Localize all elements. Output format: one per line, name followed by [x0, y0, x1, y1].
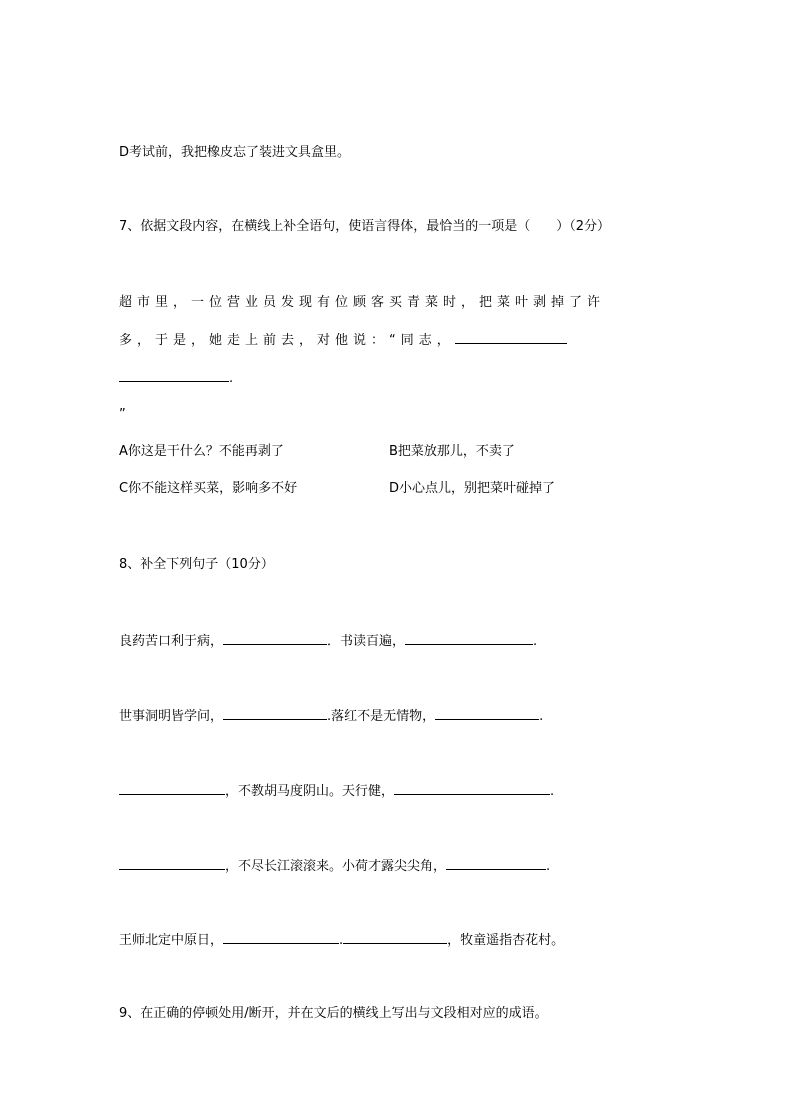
answer-blank[interactable] [223, 931, 339, 944]
question-7-passage-line-1: 超市里，一位营业员发现有位顾客买青菜时，把菜叶剥掉了许 [119, 295, 606, 310]
option-d[interactable]: D小心点儿，别把菜叶碰掉了 [389, 481, 556, 496]
row-2-text-b: .落红不是无情物， [327, 709, 436, 724]
row-3-text-b: . [550, 784, 555, 799]
closing-quote: ” [119, 407, 126, 422]
question-8-row-3 [119, 782, 554, 801]
answer-blank[interactable] [119, 369, 229, 382]
question-9-stem: 9、在正确的停顿处用/断开，并在文后的横线上写出与文段相对应的成语。 [119, 1006, 548, 1021]
answer-blank[interactable] [119, 782, 225, 795]
answer-blank[interactable] [394, 782, 550, 795]
row-2-text-c: . [539, 709, 544, 724]
question-8-row-2 [119, 707, 543, 726]
row-1-text-b: ．书读百遍， [327, 634, 406, 649]
row-2-text-a: 世事洞明皆学问， [119, 709, 224, 724]
option-b[interactable]: B把菜放那儿，不卖了 [389, 444, 515, 459]
row-4-text-a: ，不尽长江滚滚来。小荷才露尖尖角， [225, 859, 447, 874]
row-3-text-a: ，不教胡马度阴山。天行健， [225, 784, 395, 799]
question-7-stem: 7、依据文段内容，在横线上补全语句，使语言得体，最恰当的一项是（ ）（2分） [119, 219, 611, 234]
answer-blank[interactable] [119, 857, 225, 870]
row-5-text-c: ，牧童遥指杏花村。 [447, 933, 565, 948]
answer-option-d-prev: D考试前，我把橡皮忘了装进文具盒里。 [119, 145, 351, 160]
row-1-text-c: . [533, 634, 538, 649]
answer-blank[interactable] [223, 707, 327, 720]
question-7-passage-line-2 [119, 331, 567, 350]
row-5-text-a: 王师北定中原日， [119, 933, 224, 948]
period-text: . [229, 371, 234, 386]
question-8-row-1 [119, 632, 537, 651]
question-7-passage-line-3 [119, 369, 233, 388]
passage-line-2-text: 多，于是，她走上前去，对他说：“同志， [119, 333, 455, 348]
row-1-text-a: 良药苦口利于病， [119, 634, 224, 649]
answer-blank[interactable] [446, 857, 546, 870]
answer-blank[interactable] [455, 331, 567, 344]
answer-blank[interactable] [405, 632, 533, 645]
option-a[interactable]: A你这是干什么？不能再剥了 [119, 444, 284, 459]
row-5-text-b: . [339, 933, 344, 948]
row-4-text-b: . [546, 859, 551, 874]
question-8-stem: 8、补全下列句子（10分） [119, 557, 274, 572]
answer-blank[interactable] [435, 707, 539, 720]
answer-blank[interactable] [343, 931, 447, 944]
option-c[interactable]: C你不能这样买菜，影响多不好 [119, 481, 298, 496]
answer-blank[interactable] [223, 632, 327, 645]
question-8-row-4 [119, 857, 550, 876]
question-8-row-5 [119, 931, 564, 950]
